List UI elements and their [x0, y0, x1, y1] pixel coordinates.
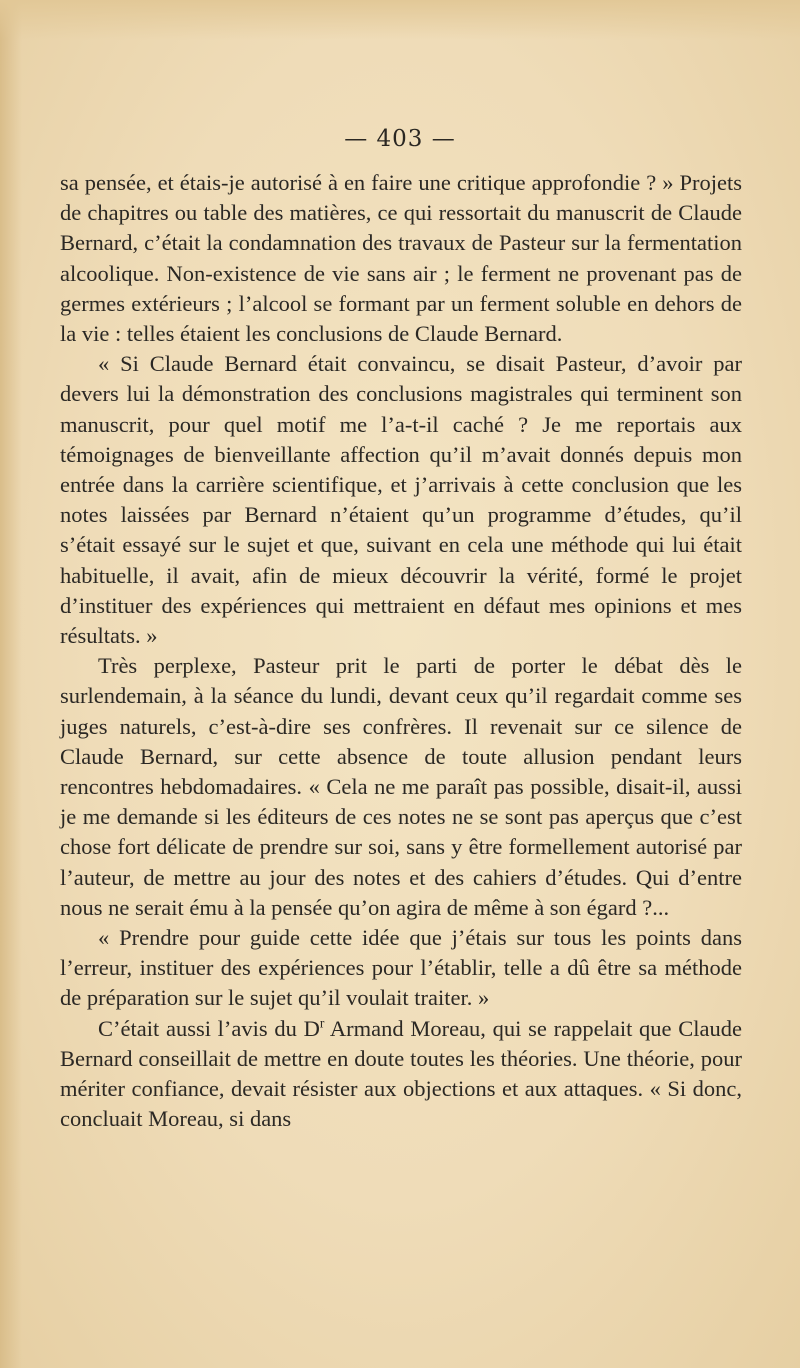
paragraph-3: Très perplexe, Pasteur prit le parti de porter le débat dès le surlendemain, à la séance du lundi, devant ceux qu’il regardait comme ses juges naturels, c’est-à-dire ses confrères. Il revenait sur ce silence de Claude Bernard, sur cette absence de toute allusion pendant leurs rencontres hebdomadaires. « Cela ne me paraît pas possible, disait-il, aussi je me demande si les éditeurs de ces notes ne se sont pas aperçus que c’est chose fort délicate de prendre sur soi, sans y être formellement autorisé par l’auteur, de mettre au jour des notes et des cahiers d’études. Qui d’entre nous ne serait ému à la pensée qu’on agira de même à son égard ?... — [60, 653, 742, 920]
paragraph-5-start: C’était aussi l’avis du D — [98, 1015, 320, 1041]
doctor-abbrev-superscript: r — [319, 1015, 325, 1031]
page-gutter-shadow — [0, 0, 22, 1368]
paragraph-5 — [60, 1014, 742, 1135]
paragraph-1: sa pensée, et étais-je autorisé à en faire une critique approfondie ? » Projets de chapitres ou table des matières, ce qui ressortait du manuscrit de Claude Bernard, c’était la condamnation des travaux de Pasteur sur la fermentation alcoolique. Non-existence de vie sans air ; le ferment ne provenant pas de germes extérieurs ; l’alcool se formant par un ferment soluble en dehors de la vie : telles étaient les conclusions de Claude Bernard. — [60, 170, 742, 347]
paragraph-5-end: Armand Moreau, qui se rappelait que Claude Bernard conseillait de mettre en doute toutes les théories. Une théorie, pour mériter confiance, devait résister aux objections et aux attaques. « Si donc, concluait Moreau, si dans — [60, 1015, 742, 1132]
paragraph-4: « Prendre pour guide cette idée que j’étais sur tous les points dans l’erreur, instituer des expériences pour l’établir, telle a dû être sa méthode de préparation sur le sujet qu’il voulait traiter. » — [60, 925, 742, 1011]
paragraph-2: « Si Claude Bernard était convaincu, se disait Pasteur, d’avoir par devers lui la démonstration des conclusions magistrales qui terminent son manuscrit, pour quel motif me l’a-t-il caché ? Je me reportais aux témoignages de bienveillante affection qu’il m’avait donnés depuis mon entrée dans la carrière scientifique, et j’arrivais à cette conclusion que les notes laissées par Bernard n’étaient qu’un programme d’études, qu’il s’était essayé sur le sujet et que, suivant en cela une méthode qui lui était habituelle, il avait, afin de mieux découvrir la vérité, formé le projet d’instituer des expériences qui mettraient en défaut mes opinions et mes résultats. » — [60, 351, 742, 649]
page-top-shadow — [0, 0, 800, 40]
page-number: — 403 — — [344, 126, 456, 152]
page-text — [60, 168, 742, 1135]
